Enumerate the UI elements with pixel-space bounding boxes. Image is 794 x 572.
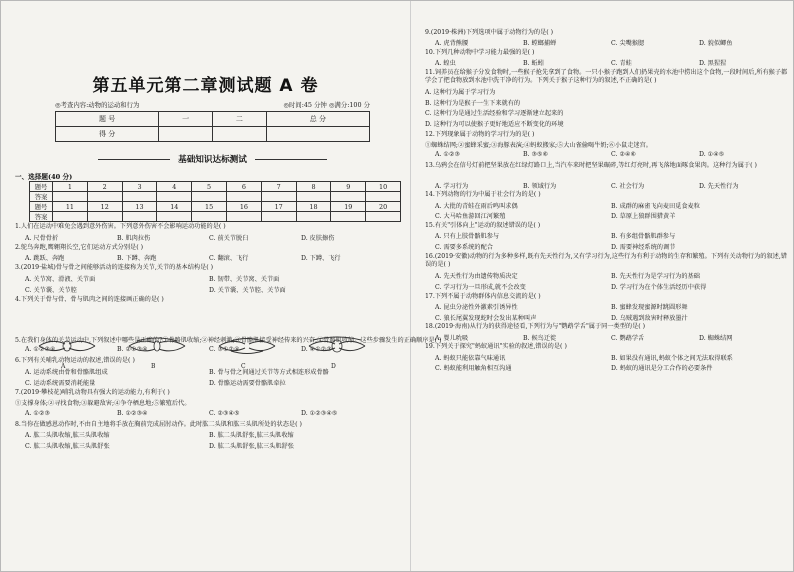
answer-options: [25, 274, 393, 283]
answer-option[interactable]: B. 如果没有通讯,蚂蚁个体之间无法取得联系: [611, 354, 733, 362]
answer-option[interactable]: B. ③⑤⑥: [523, 151, 549, 159]
grid-number: 13: [122, 202, 157, 212]
question-text: 7.(2019·攀枝花)哺乳动物具有强大的运动能力,有利于( ): [15, 389, 170, 396]
question-text: 5.在我们身体的关节运动中,下列叙述中哪些是正确的?①骨骼肌收缩;②神经刺激;③骨骼肌接受神经传来的兴奋;④骨骼肌收缩。这些步骤发生的正确顺序是( ): [15, 336, 442, 344]
question-text: 10.下列几种动物中学习能力最强的是( ): [425, 49, 535, 56]
answer-option[interactable]: D. 乌贼遇到敌害时释放墨汁: [611, 314, 688, 322]
answer-option[interactable]: B. 候鸟迁徙: [523, 334, 557, 342]
grid-answer-cell[interactable]: [157, 212, 192, 222]
answer-options: [25, 367, 393, 376]
answer-option[interactable]: D. 关节囊、关节腔、关节面: [209, 286, 286, 294]
grid-label: 答案: [30, 212, 53, 222]
score-head: 一: [159, 112, 213, 127]
grid-number: 6: [226, 182, 261, 192]
score-cell[interactable]: [212, 127, 266, 142]
score-head: 二: [212, 112, 266, 127]
answer-option[interactable]: D. 蚂蚁的通讯是分工合作的必要条件: [611, 365, 713, 373]
question-text: A. 这种行为属于学习行为: [425, 89, 496, 96]
answer-options: [435, 58, 787, 67]
answer-option[interactable]: A. 蚂蚁只能依靠气味通讯: [435, 354, 506, 362]
answer-options: [25, 285, 393, 294]
answer-option[interactable]: B. 蜜蜂发现蜜源时跳圆形舞: [611, 304, 688, 311]
grid-number: 10: [366, 182, 401, 192]
grid-answer-cell[interactable]: [366, 192, 401, 202]
question-text: 8.当你在做感恩动作时,不由自主地将手放在胸前完成屈肘动作。此时肱二头肌和肱三头肌所处的状态是( ): [15, 420, 302, 428]
answer-option[interactable]: B. 蚯蚓: [523, 60, 544, 68]
answer-option[interactable]: C. 社会行为: [611, 182, 645, 190]
grid-number: 20: [366, 202, 401, 212]
score-cell[interactable]: [159, 127, 213, 142]
answer-options: [435, 353, 787, 362]
question-text: ①蜘蛛结网;②蜜蜂采蜜;③海豚表演;④蚂蚁搬家;⑤大山雀偷喝牛奶;⑥小鼠走迷宫。: [425, 142, 652, 149]
grid-answer-cell[interactable]: [122, 192, 157, 202]
grid-number: 7: [261, 182, 296, 192]
grid-number: 19: [331, 202, 366, 212]
question-text: 12.下列现象属于动物的学习行为的是( ): [425, 131, 535, 139]
answer-option[interactable]: A. 虎背熊腰: [435, 40, 469, 48]
answer-option[interactable]: A. 肱二头肌收缩,肱三头肌收缩: [25, 432, 110, 440]
question-text: 1.人们在运动中难免会遇到意外伤害。下列意外伤害不会影响运动功能的是( ): [15, 223, 226, 230]
question-text: 15.有关"引体向上"运动的叙述错误的是( ): [425, 222, 541, 229]
question-text: 2.鸵鸟奔跑,鹰翱翔长空,它们运动方式分别是( ): [15, 243, 144, 251]
grid-number: 18: [296, 202, 331, 212]
answer-option[interactable]: A. 先天性行为由遗传物质决定: [435, 273, 518, 281]
answer-option[interactable]: D. 骨骼运动需要骨骼肌牵拉: [209, 380, 286, 387]
answer-option[interactable]: C. 肱二头肌收缩,肱三头肌舒张: [25, 443, 110, 451]
exam-time: ◎时间:45 分钟: [283, 101, 327, 109]
answer-option[interactable]: C. 狼长尾翼发现蛇时会发出某种叫声: [435, 314, 537, 322]
answer-option[interactable]: D. 黑猩猩: [699, 60, 727, 68]
answer-option[interactable]: A. 昆虫分泌性外激素引诱异性: [435, 304, 518, 311]
score-head: 题 号: [56, 112, 159, 127]
grid-answer-cell[interactable]: [331, 192, 366, 202]
answer-option[interactable]: B. 韧带、关节窝、关节面: [209, 275, 280, 283]
grid-answer-cell[interactable]: [87, 212, 122, 222]
answer-option[interactable]: C. 尖嘴猴腮: [611, 40, 645, 48]
answer-options: [435, 282, 787, 291]
answer-options: [435, 181, 787, 190]
grid-answer-cell[interactable]: [53, 192, 88, 202]
exam-full-score: ◎满分:100 分: [328, 101, 370, 109]
question-text: 19.下列关于探究"蚂蚁通讯"实验的叙述,错误的是( ): [425, 343, 567, 351]
question-text: 11.饲养员在给猴子分发食物时,一些猴子抢先拿到了食物。一只小猴子跑到人们扔果壳的水池中捞出这个食物,一段时间后,所有猴子都学会了把食物放到水池中洗干净的行为。下列关于猴子这种行为的叙述,不正确的是( ): [425, 69, 788, 84]
answer-option[interactable]: B. 骨与骨之间通过关节等方式相连形成骨骼: [209, 369, 329, 376]
answer-options: [435, 38, 787, 47]
answer-option[interactable]: D. ①②③④⑤: [301, 409, 338, 417]
question-text: 6.下列有关哺乳动物运动的叙述,错误的是( ): [15, 357, 135, 365]
grid-answer-cell[interactable]: [87, 192, 122, 202]
joint-label: C: [241, 363, 246, 370]
grid-number: 2: [87, 182, 122, 192]
answer-option[interactable]: D. ④①②③: [301, 346, 332, 354]
grid-answer-cell[interactable]: [192, 212, 227, 222]
answer-option[interactable]: C. ②④⑥: [611, 151, 637, 159]
answer-option[interactable]: C. ③①②④: [209, 346, 240, 354]
answer-option[interactable]: D. 肱二头肌舒张,肱三头肌舒张: [209, 443, 294, 451]
answer-options: [25, 441, 393, 450]
grid-answer-cell[interactable]: [122, 212, 157, 222]
answer-options: [435, 333, 787, 342]
exam-title: 第五单元第二章测试题 A 卷: [92, 76, 319, 96]
grid-label: 题号: [30, 182, 53, 192]
grid-answer-cell[interactable]: [226, 212, 261, 222]
score-table: [55, 111, 370, 142]
right-page: [421, 1, 791, 571]
question-text: ①支撑身体;②寻找食物;③躲避敌害;④争夺栖息地;⑤繁殖后代。: [15, 400, 191, 407]
answer-option[interactable]: A. 学习行为: [435, 182, 469, 190]
grid-number: 4: [157, 182, 192, 192]
answer-option[interactable]: D. 先天性行为: [699, 182, 739, 190]
answer-option[interactable]: A. 运动系统由骨和骨骼肌组成: [25, 369, 108, 376]
question-text: 17.下列不属于动物群体内信息交流的是( ): [425, 292, 541, 300]
answer-option[interactable]: C. 需要多系统的配合: [435, 244, 493, 251]
bone-joint-icon: [127, 335, 187, 357]
joint-diagram-d: [307, 335, 367, 370]
bone-joint-icon: [37, 335, 97, 357]
answer-options: [435, 302, 787, 311]
answer-option[interactable]: C. ②③④⑤: [209, 409, 240, 417]
answer-option[interactable]: A. 大批的青蛙在雨后鸣叫求偶: [435, 202, 518, 210]
question-text: 9.(2019·株洲)下列选项中属于动物行为的是( ): [425, 29, 554, 36]
answer-option[interactable]: C. 蚂蚁能利用触角相互沟通: [435, 365, 512, 373]
grid-answer-cell[interactable]: [192, 192, 227, 202]
answer-option[interactable]: B. 螳螂捕蝉: [523, 40, 557, 48]
section-heading: 一、选择题(40 分): [15, 173, 73, 181]
joint-label: B: [151, 363, 156, 370]
answer-option[interactable]: B. 肱二头肌舒张,肱三头肌收缩: [209, 432, 294, 440]
grid-number: 9: [331, 182, 366, 192]
score-head: 总 分: [266, 112, 369, 127]
joint-diagram-c: [217, 335, 277, 370]
question-text: 13.乌鸦会在信号灯前把坚果放在红绿灯路口上,当汽车来时把坚果碾碎,等红灯亮时,再飞落地面啄食果肉。这种行为属于( ): [425, 162, 757, 169]
grid-number: 8: [296, 182, 331, 192]
answer-option[interactable]: A. 跳跃、奔跑: [25, 255, 65, 263]
answer-options: [25, 378, 393, 387]
exam-meta: [55, 100, 370, 109]
grid-number: 12: [87, 202, 122, 212]
joint-diagram-b: [127, 335, 187, 370]
answer-option[interactable]: D. 下蹲、飞行: [301, 255, 341, 263]
grid-number: 5: [192, 182, 227, 192]
answer-option[interactable]: C. 关节囊、关节腔: [25, 286, 77, 294]
answer-option[interactable]: A. 蝗虫: [435, 60, 456, 68]
question-text: C. 这种行为是通过生活经验和学习逐渐建立起来的: [425, 110, 564, 118]
grid-answer-cell[interactable]: [226, 192, 261, 202]
question-text: 4.下列关于骨与骨、骨与肌肉之间的连接画正确的是( ): [15, 295, 164, 303]
bone-joint-icon: [217, 335, 277, 357]
answer-option[interactable]: C. 前关节脱臼: [209, 234, 249, 242]
answer-option[interactable]: B. ②①③④: [117, 346, 148, 354]
question-text: B. 这种行为是猴子一生下来就有的: [425, 99, 521, 107]
answer-grid: [29, 181, 401, 222]
answer-options: [25, 430, 393, 439]
answer-options: [435, 151, 787, 158]
answer-option[interactable]: A. 只有上肢骨骼肌参与: [435, 233, 500, 241]
answer-options: [435, 231, 787, 240]
grid-number: 11: [53, 202, 88, 212]
answer-options: [25, 410, 393, 417]
score-cell[interactable]: [266, 127, 369, 142]
question-text: 16.(2019·安徽)动物的行为多种多样,既有先天性行为,又有学习行为,这些行为有利于动物的生存和繁殖。下列有关动物行为的叙述,错误的是( ): [425, 252, 787, 268]
exam-scope: ◎考查内容:动物的运动和行为: [55, 101, 140, 109]
answer-options: [435, 242, 787, 251]
answer-option[interactable]: D. 草原上狼群围猎黄羊: [611, 213, 676, 221]
grid-label: 答案: [30, 192, 53, 202]
answer-options: [25, 233, 393, 242]
answer-option[interactable]: D. 貌似鲫鱼: [699, 40, 733, 48]
bone-joint-icon: [307, 335, 367, 357]
answer-options: [435, 363, 787, 372]
answer-option[interactable]: D. 皮肤擦伤: [301, 234, 335, 242]
grid-label: 题号: [30, 202, 53, 212]
answer-option[interactable]: C. 大马哈鱼游回江河繁殖: [435, 213, 506, 221]
grid-number: 15: [192, 202, 227, 212]
grid-number: 1: [53, 182, 88, 192]
grid-number: 17: [261, 202, 296, 212]
answer-option[interactable]: C. 学习行为一旦形成,就不会改变: [435, 284, 526, 291]
answer-option[interactable]: A. ①②③④: [25, 346, 56, 354]
question-text: 3.(2019·盐城)骨与骨之间能够活动的连接称为关节,关节的基本结构是( ): [15, 264, 214, 272]
answer-option[interactable]: D. ①④⑤: [699, 151, 725, 159]
joint-diagrams: [37, 335, 377, 370]
answer-option[interactable]: A. ①②③: [435, 151, 461, 159]
answer-option[interactable]: B. 有多组骨骼肌群参与: [611, 233, 676, 241]
answer-options: [435, 271, 787, 280]
question-text: D. 这种行为可以使猴子更好地适应不断变化的环境: [425, 120, 564, 128]
left-page: [9, 1, 442, 571]
answer-option[interactable]: D. 蜘蛛结网: [699, 334, 733, 342]
grid-answer-cell[interactable]: [261, 212, 296, 222]
grid-answer-cell[interactable]: [261, 192, 296, 202]
answer-option[interactable]: A. 尺骨骨折: [25, 234, 59, 242]
answer-option[interactable]: B. ①②③④: [117, 409, 148, 417]
grid-answer-cell[interactable]: [53, 212, 88, 222]
answer-option[interactable]: C. 鹦鹉学舌: [611, 334, 645, 342]
answer-option[interactable]: A. 关节窝、滑液、关节面: [25, 275, 96, 283]
answer-option[interactable]: B. 下蹲、奔跑: [117, 255, 157, 263]
answer-option[interactable]: C. 运动系统需要消耗能量: [25, 380, 96, 387]
grid-answer-cell[interactable]: [366, 212, 401, 222]
answer-options: [435, 211, 787, 220]
joint-label: D: [331, 363, 336, 370]
grid-answer-cell[interactable]: [331, 212, 366, 222]
grid-answer-cell[interactable]: [296, 192, 331, 202]
grid-number: 14: [157, 202, 192, 212]
answer-option[interactable]: C. 青蛙: [611, 60, 632, 68]
page-gutter: [410, 1, 411, 571]
joint-label: A: [61, 363, 66, 370]
answer-option[interactable]: C. 翻滚、飞行: [209, 255, 249, 263]
answer-option[interactable]: B. 成群的麻雀飞向麦田觅食麦粒: [611, 202, 700, 210]
grid-number: 3: [122, 182, 157, 192]
question-text: 18.(2019·海南)从行为的获得途径看,下列行为与"鹦鹉学舌"属于同一类型的是( ): [425, 323, 646, 331]
question-text: 14.下列动物的行为中属于社会行为的是( ): [425, 191, 541, 199]
answer-options: [435, 313, 787, 322]
answer-options: [25, 253, 393, 262]
answer-option[interactable]: B. 领域行为: [523, 182, 557, 190]
answer-option[interactable]: B. 肌肉拉伤: [117, 234, 151, 242]
answer-option[interactable]: A. 婴儿吮吸: [435, 334, 469, 342]
grid-answer-cell[interactable]: [296, 212, 331, 222]
answer-option[interactable]: D. 需要神经系统的调节: [611, 244, 676, 251]
answer-option[interactable]: B. 先天性行为是学习行为的基础: [611, 273, 700, 281]
answer-option[interactable]: D. 学习行为在个体生活经历中获得: [611, 284, 707, 291]
answer-option[interactable]: A. ①②③: [25, 409, 51, 417]
answer-options: [435, 201, 787, 210]
grid-answer-cell[interactable]: [157, 192, 192, 202]
grid-number: 16: [226, 202, 261, 212]
section-banner: 基础知识达标测试: [55, 153, 370, 165]
score-label: 得 分: [56, 127, 159, 142]
